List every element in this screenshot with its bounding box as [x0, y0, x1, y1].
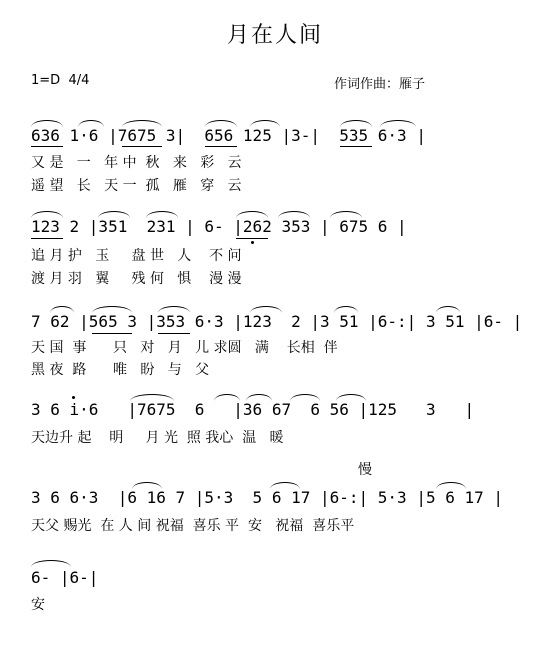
underline-mark — [122, 146, 162, 147]
lyrics-line-6: 安 — [31, 597, 45, 613]
slur-mark — [31, 560, 71, 567]
slur-mark — [250, 120, 280, 127]
slur-mark — [246, 394, 272, 401]
octave-dot — [251, 241, 254, 244]
underline-mark — [236, 238, 268, 239]
slur-mark — [250, 306, 282, 313]
slur-mark — [336, 394, 366, 401]
slur-mark — [380, 120, 416, 127]
lyrics-line-2b: 渡 月 羽 翼 残 何 惧 漫 漫 — [31, 271, 242, 287]
slur-mark — [31, 211, 63, 218]
page-title: 月在人间 — [226, 23, 323, 48]
slur-mark — [436, 306, 460, 313]
underline-mark — [92, 333, 132, 334]
slur-mark — [132, 482, 162, 489]
notes-line-2: 123 2 |351 231 | 6- |262 353 | 675 6 | — [31, 217, 407, 236]
slur-mark — [92, 306, 132, 313]
slur-mark — [130, 394, 174, 401]
underline-mark — [158, 333, 190, 334]
notes-line-4: 3 6 i·6 |7675 6 |36 67 6 56 |125 3 | — [31, 400, 475, 419]
slur-mark — [334, 306, 358, 313]
slur-mark — [236, 211, 268, 218]
slur-mark — [158, 306, 190, 313]
lyrics-line-2a: 追 月 护 玉 盘 世 人 不 问 — [31, 248, 242, 264]
slur-mark — [31, 120, 63, 127]
notes-line-5: 3 6 6·3 |6 16 7 |5·3 5 6 17 |6-:| 5·3 |5 6 17 | — [31, 488, 504, 507]
notes-line-3: 7 62 |565 3 |353 6·3 |123 2 |3 51 |6-:| 3 51 |6- | — [31, 312, 523, 331]
slur-mark — [340, 120, 372, 127]
slur-mark — [78, 120, 104, 127]
lyrics-line-3b: 黑 夜 路 唯 盼 与 父 — [31, 362, 210, 378]
slur-mark — [50, 306, 74, 313]
notes-line-6: 6- |6-| — [31, 568, 99, 587]
lyrics-line-1a: 又 是 一 年 中 秋 来 彩 云 — [31, 155, 242, 171]
notes-line-1: 636 1·6 |7675 3| 656 125 |3-| 535 6·3 | — [31, 126, 426, 145]
lyrics-line-4: 天边升 起 明 月 光 照 我心 温 暖 — [31, 430, 284, 446]
tempo-mark: 慢 — [358, 462, 372, 478]
lyrics-line-1b: 遥 望 长 天 一 孤 雁 穿 云 — [31, 178, 242, 194]
lyrics-line-5: 天父 赐光 在 人 间 祝福 喜乐 平 安 祝福 喜乐平 — [31, 518, 355, 534]
slur-mark — [436, 482, 466, 489]
underline-mark — [205, 146, 237, 147]
octave-dot — [72, 396, 75, 399]
key-meter: 1=D 4/4 — [31, 73, 90, 88]
lyrics-line-3a: 天 国 事 只 对 月 儿 求圆 满 长相 伴 — [31, 340, 338, 356]
slur-mark — [290, 394, 320, 401]
underline-mark — [340, 146, 372, 147]
slur-mark — [205, 120, 237, 127]
slur-mark — [98, 211, 130, 218]
credit: 作词作曲：雁子 — [334, 77, 426, 92]
slur-mark — [330, 211, 362, 218]
underline-mark — [31, 146, 63, 147]
slur-mark — [146, 211, 178, 218]
underline-mark — [31, 238, 63, 239]
slur-mark — [122, 120, 162, 127]
slur-mark — [214, 394, 240, 401]
slur-mark — [278, 211, 310, 218]
slur-mark — [270, 482, 300, 489]
